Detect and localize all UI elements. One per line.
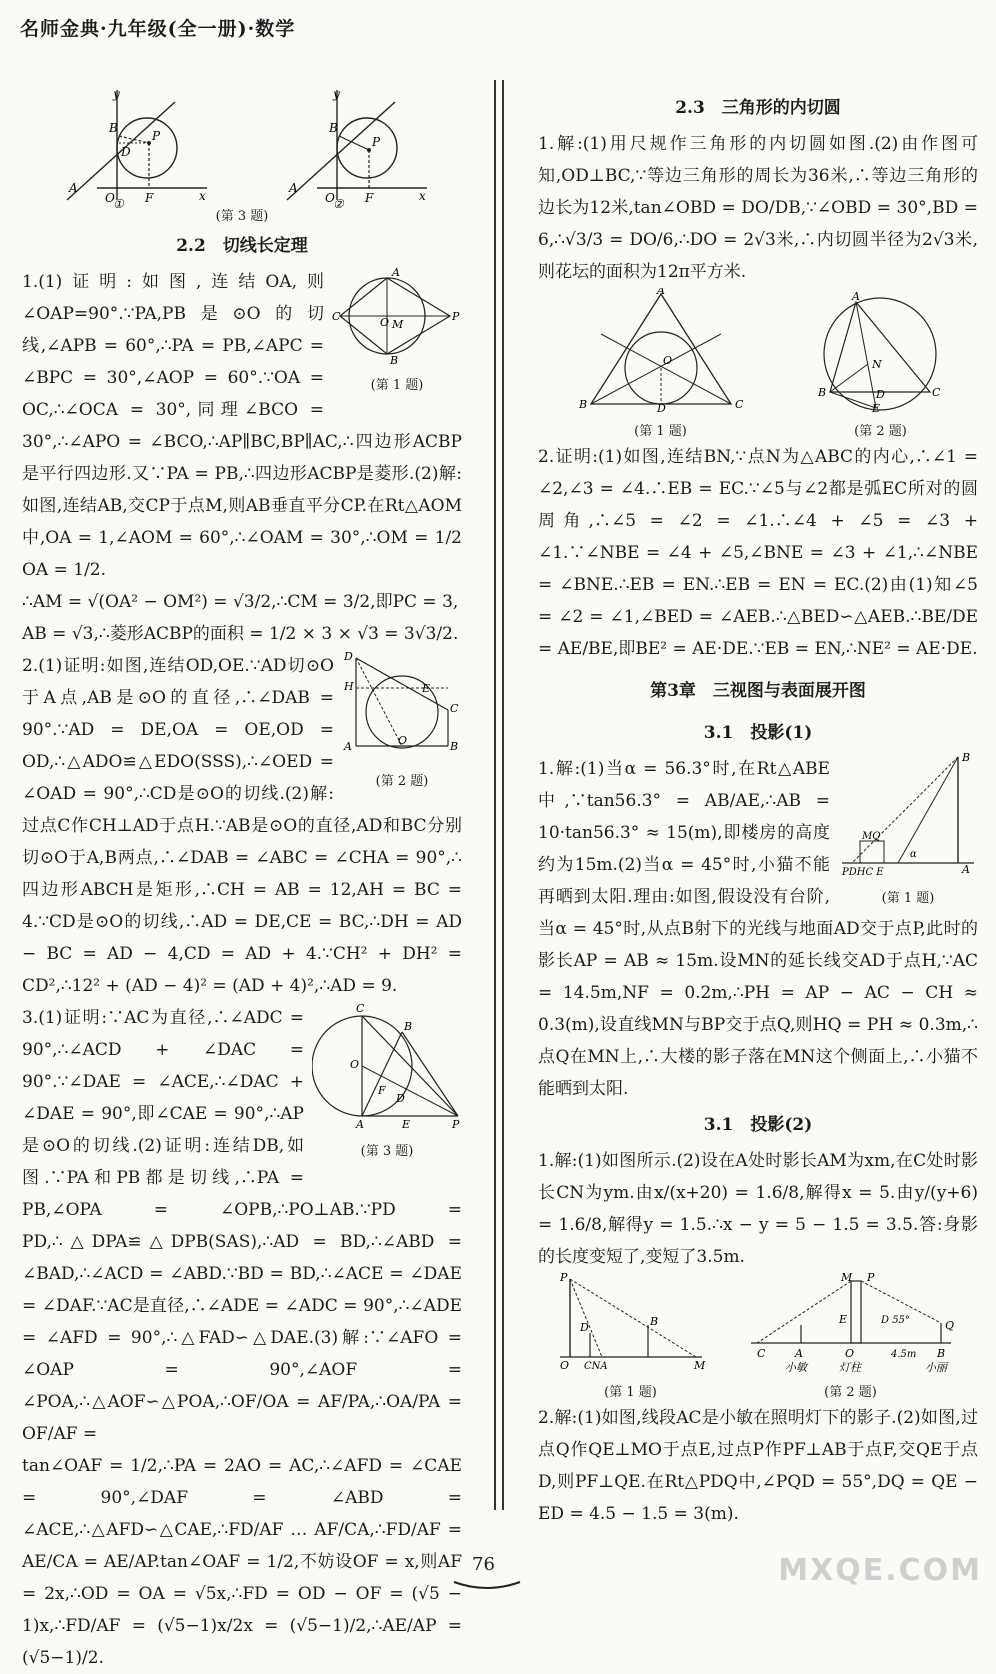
svg-text:D: D: [344, 650, 353, 663]
svg-text:M: M: [392, 318, 404, 331]
r-fig2-diagram: [816, 288, 946, 412]
label-O: O: [105, 191, 115, 205]
fig2-person2-label: 小丽: [924, 1361, 947, 1373]
page-number: 76: [472, 1554, 495, 1575]
label-A-2: A: [289, 181, 298, 195]
page-ornament-icon: [452, 1578, 522, 1592]
r-fig-row-23: [538, 288, 978, 441]
label-A: A: [69, 181, 78, 195]
problem-1-text: 1.(1)证明:如图,连结OA,则∠OAP=90°.∵PA,PB是⊙O的切线,∠APB = 60°,∴PA = PB,∠APC = ∠BPC = 30°,∠AOP = 60°.∵OA = OC,∴∠OCA = 30°,同理∠BCO = 30°,∴∠APO = ∠BCO,∴AP∥BC,BP∥AC,∴四边形ACBP是平行四边形.又∵PA = PB,∴四边形ACBP是菱形.(2)解:如图,连结AB,交CP于点M,则AB垂直平分CP.在Rt△AOM中,OA = 1,∠AOM = 60°,∴∠OAM = 30°,∴OM = 1/2 OA = 1/2.: [22, 272, 462, 580]
svg-text:D: D: [579, 1321, 589, 1334]
fig2-person1-label: 小敏: [784, 1361, 807, 1373]
p3-figure: [312, 1002, 462, 1161]
svg-text:O: O: [398, 734, 408, 747]
column-divider: [494, 80, 504, 1510]
p2-fig-caption: (第 2 题): [375, 774, 429, 789]
svg-text:N: N: [871, 358, 882, 371]
label-circled-2: ②: [333, 197, 344, 208]
svg-text:A: A: [356, 1118, 364, 1131]
label-circled-1: ①: [113, 197, 124, 208]
watermark: MXQE.COM: [778, 1553, 982, 1588]
label-x: x: [199, 189, 206, 203]
label-D: D: [121, 145, 131, 159]
svg-text:C: C: [450, 702, 459, 715]
svg-text:A: A: [656, 288, 665, 297]
svg-text:F: F: [378, 1084, 386, 1097]
fig3-row: [22, 88, 462, 208]
svg-text:P: P: [559, 1273, 567, 1284]
svg-text:M: M: [693, 1359, 705, 1372]
svg-text:C: C: [734, 398, 743, 411]
p1-figure: [332, 266, 462, 395]
svg-text:D: D: [396, 1092, 405, 1105]
svg-text:C: C: [332, 310, 341, 323]
label-x-2: x: [419, 189, 426, 203]
svg-text:O: O: [559, 1359, 569, 1372]
r31a-text: 1.解:(1)当α = 56.3°时,在Rt△ABE中,∵tan56.3° = AB/AE,∴AB = 10·tan56.3° ≈ 15(m),即楼房的高度约为15m.(2)当α = 45°时,小猫不能再晒到太阳.理由:如图,假设没有台阶,当α = 45°时,从点B射下的光线与地面AD交于点P,此时的影长AP = AB ≈ 15m.设MN的延长线交AD于点H,∵AC = 14.5m,NF = 0.2m,∴PH = AP − AC − CH ≈ 0.3(m),设直线MN与BP交于点Q,则HQ = PH ≈ 0.3m,∴点Q在MN上,∴大楼的影子落在MN这个侧面上,∴小猫不能晒到太阳.: [538, 759, 978, 1099]
fig2-dist-label: 4.5m: [890, 1349, 916, 1360]
svg-text:MQ: MQ: [862, 831, 881, 842]
svg-text:M: M: [840, 1273, 852, 1284]
svg-text:B: B: [649, 1315, 658, 1328]
svg-text:B: B: [390, 354, 399, 366]
svg-text:B: B: [578, 398, 587, 411]
svg-text:H: H: [344, 680, 354, 693]
problem-1-line-area: AB = √3,∴菱形ACBP的面积 = 1/2 × 3 × √3 = 3√3/2.: [22, 624, 459, 644]
svg-text:Q: Q: [944, 1319, 954, 1332]
svg-text:B: B: [817, 386, 826, 399]
svg-text:E: E: [422, 682, 431, 695]
r2b-text: 2.解:(1)如图,线段AC是小敏在照明灯下的影子.(2)如图,过点Q作QE⊥MO于点E,过点P作PF⊥AB于点F,交QE于点D,则PF⊥QE.在Rt△PDQ中,∠PQD = 55°,DQ = QE − ED = 4.5 − 1.5 = 3(m).: [538, 1408, 978, 1524]
svg-text:C: C: [931, 386, 940, 399]
r31a-diagram: [838, 753, 978, 879]
svg-text:O: O: [380, 316, 390, 329]
svg-text:A: A: [794, 1347, 803, 1360]
section-title-2-3: 2.3 三角形的内切圆: [675, 98, 841, 118]
fig3-diagram-2: [277, 88, 427, 208]
r-fig1-caption: (第 1 题): [634, 424, 687, 439]
label-F-2: F: [365, 191, 374, 205]
label-P: P: [152, 129, 161, 143]
right-column: [538, 88, 978, 1530]
label-y: y: [113, 88, 120, 101]
svg-text:P: P: [452, 1118, 460, 1131]
svg-text:O: O: [844, 1347, 854, 1360]
problem-2-text: 2.(1)证明:如图,连结OD,OE.∵AD切⊙O于A点,AB是⊙O的直径,∴∠DAB = 90°.∵AD = DE,OA = OE,OD = OD,∴△ADO≌△EDO(SSS),∴∠OED = ∠OAD = 90°,∴CD是⊙O的切线.(2)解:过点C作CH⊥AD于点H.∵AB是⊙O的直径,AD和BC分别切⊙O于A,B两点,∴∠DAB = ∠ABC = ∠CHA = 90°,∴四边形ABCH是矩形,∴CH = AB = 12,AH = BC = 4.∵CD是⊙O的切线,∴AD = DE,CE = BC,∴DH = AD − BC = AD − 4,CD = AD + 4.∵CH² + DH² = CD²,∴12² + (AD − 4)² = (AD + 4)²,∴AD = 9.: [22, 656, 462, 996]
svg-text:P: P: [452, 310, 460, 323]
svg-text:B: B: [404, 1020, 413, 1033]
svg-text:A: A: [392, 266, 400, 279]
r-fig2: [816, 288, 946, 441]
svg-text:D: D: [656, 402, 666, 412]
r31b-text: 1.解:(1)如图所示.(2)设在A处时影长AM为xm,在C处时影长CN为ym.由x/(x+20) = 1.6/8,解得x = 5.由y/(y+6) = 1.6/8,解得y = 1.5.∴x − y = 5 − 1.5 = 3.5.答:身影的长度变短了,变短了3.5m.: [538, 1151, 978, 1267]
svg-text:α: α: [910, 849, 917, 860]
page-header: 名师金典·九年级(全一册)·数学: [20, 18, 296, 40]
svg-text:O: O: [350, 1058, 360, 1071]
fig2-angle-label: D 55°: [880, 1315, 910, 1326]
r-fig1-diagram: [571, 288, 751, 412]
r31b-fig2: [741, 1273, 961, 1402]
r-problem-1-text: 1.解:(1)用尺规作三角形的内切圆如图.(2)由作图可知,OD⊥BC,∵等边三角形的周长为36米,∴等边三角形的边长为12米,tan∠OBD = DO/DB,∵∠OBD = 30°,BD = 6,∴√3/3 = DO/6,∴DO = 2√3米,∴内切圆半径为2√3米,则花坛的面积为12π平方米.: [538, 134, 978, 282]
chapter-title-3: 第3章 三视图与表面展开图: [650, 681, 866, 701]
svg-text:C: C: [756, 1347, 765, 1360]
r-fig1: [571, 288, 751, 441]
svg-text:O: O: [662, 354, 672, 367]
svg-text:B: B: [936, 1347, 945, 1360]
fig3-diagram-1: [57, 88, 207, 208]
p3-diagram: [312, 1002, 462, 1132]
section-title-2-2: 2.2 切线长定理: [176, 236, 308, 256]
problem-1-line-am: ∴AM = √(OA² − OM²) = √3/2,∴CM = 3/2,即PC = 3,: [22, 592, 459, 612]
label-y-2: y: [333, 88, 340, 101]
problem-3-text: 3.(1)证明:∵AC为直径,∴∠ADC = 90°,∴∠ACD + ∠DAC = 90°.∵∠DAE = ∠ACE,∴∠DAC + ∠DAE = 90°,即∠CAE = 90°,∴AP是⊙O的切线.(2)证明:连结DB,如图.∵PA和PB都是切线,∴PA = PB,∠OPA = ∠OPB,∴PO⊥AB.∵PD = PD,∴△DPA≌△DPB(SAS),∴AD = BD,∴∠ABD = ∠BAD,∴∠ACD = ∠ABD.∵BD = BD,∴∠ACE = ∠DAE = ∠DAF.∵AC是直径,∴∠ADE = ∠ADC = 90°,∴∠ADE = ∠AFD = 90°,∴△FAD∽△DAE.(3)解:∵∠AFO = ∠OAP = 90°,∠AOF = ∠POA,∴△AOF∽△POA,∴OF/OA = AF/PA,∴OA/PA = OF/AF =: [22, 1008, 462, 1444]
r31b-fig2-diagram: [741, 1273, 961, 1373]
fig3-caption: (第 3 题): [215, 209, 269, 224]
label-F: F: [145, 191, 154, 205]
p1-diagram: [332, 266, 462, 366]
label-P-2: P: [372, 135, 381, 149]
r31b-fig2-caption: (第 2 题): [824, 1385, 877, 1400]
svg-text:E: E: [838, 1313, 847, 1326]
p1-fig-caption: (第 1 题): [370, 378, 424, 393]
label-B-2: B: [329, 121, 338, 135]
r31b-fig1: [556, 1273, 706, 1402]
r31b-fig1-diagram: [556, 1273, 706, 1373]
svg-text:B: B: [450, 740, 459, 753]
svg-text:A: A: [851, 290, 860, 303]
svg-text:B: B: [962, 753, 971, 764]
label-O-2: O: [325, 191, 335, 205]
svg-text:A: A: [344, 740, 352, 753]
label-B: B: [109, 121, 118, 135]
p3-fig-caption: (第 3 题): [360, 1144, 414, 1159]
svg-text:E: E: [402, 1118, 411, 1131]
r31a-fig-caption: (第 1 题): [881, 891, 935, 906]
svg-text:E: E: [871, 402, 880, 412]
p2-figure: [342, 650, 462, 791]
svg-text:CNA: CNA: [583, 1361, 608, 1372]
r31b-fig1-caption: (第 1 题): [604, 1385, 657, 1400]
section-title-3-1a: 3.1 投影(1): [703, 723, 813, 743]
svg-text:P: P: [866, 1273, 874, 1284]
left-column: [22, 88, 462, 1674]
fig2-lamp-label: 灯柱: [838, 1361, 861, 1373]
r-fig2-caption: (第 2 题): [854, 424, 907, 439]
section-title-3-1b: 3.1 投影(2): [703, 1115, 813, 1135]
r31a-figure: [838, 753, 978, 908]
svg-text:A: A: [962, 863, 970, 876]
r31b-fig-row: [538, 1273, 978, 1402]
svg-text:D: D: [875, 388, 885, 401]
p2-diagram: [342, 650, 462, 762]
svg-text:PDHC E: PDHC E: [842, 867, 884, 878]
problem-3-tail: tan∠OAF = 1/2,∴PA = 2AO = AC,∴∠AFD = ∠CAE = 90°,∠DAF = ∠ABD = ∠ACE,∴△AFD∽△CAE,∴FD/AF … AF/CA,∴FD/AF = AE/CA = AE/AP.tan∠OAF = 1/2,不妨设OF = x,则AF = 2x,∴OD = OA = √5x,∴FD = OD − OF = (√5 − 1)x,∴FD/AF = (√5−1)x/2x = (√5−1)/2,∴AE/AP = (√5−1)/2.: [22, 1456, 462, 1668]
svg-text:C: C: [356, 1002, 365, 1015]
r-problem-2-text: 2.证明:(1)如图,连结BN,∵点N为△ABC的内心,∴∠1 = ∠2,∠3 = ∠4.∴EB = EC.∵∠5与∠2都是弧EC所对的圆周角,∴∠5 = ∠2 = ∠1.∴∠4 + ∠5 = ∠3 + ∠1.∵∠NBE = ∠4 + ∠5,∠BNE = ∠3 + ∠1,∴∠NBE = ∠BNE.∴EB = EN.∴EB = EN = EC.(2)由(1)知∠5 = ∠2 = ∠1,∠BED = ∠AEB.∴△BED∽△AEB.∴BE/DE = AE/BE,即BE² = AE·DE.∵EB = EN,∴NE² = AE·DE.: [538, 447, 978, 659]
